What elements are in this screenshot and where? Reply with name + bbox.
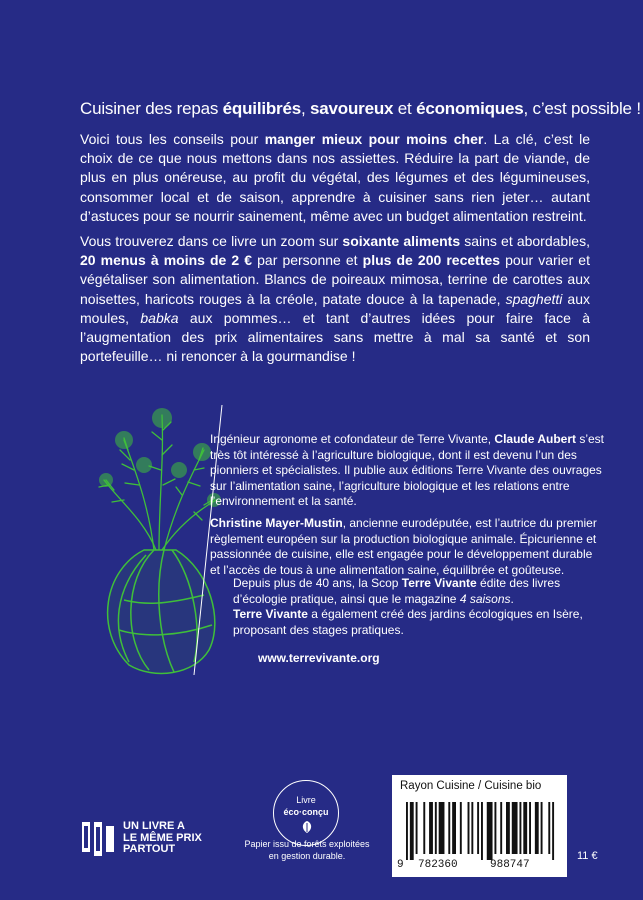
barcode-bar <box>506 802 510 854</box>
bio-text: s’est très tôt intéressé à l’agriculture biologique, dont il est devenu l’un des pionniers et spécialistes. Il publie aux éditions Terre Vivante des ouvrages sur l’alimentation saine, l’agriculture biologique et les relations entre l’environnement et la santé. <box>210 432 604 508</box>
shelf-category: Rayon Cuisine / Cuisine bio <box>400 780 542 792</box>
paragraph-italic: spaghetti <box>505 290 563 307</box>
intro-paragraph <box>80 130 590 226</box>
barcode-bar <box>448 802 450 854</box>
barcode-bar <box>410 802 414 860</box>
headline-text: , c’est possible ! <box>523 99 641 118</box>
headline-text: et <box>393 99 417 118</box>
barcode-bar <box>435 802 437 854</box>
book-logo-icon <box>80 818 118 856</box>
price: 11 € <box>577 850 598 862</box>
headline-emphasis: économiques <box>416 99 524 118</box>
barcode-bar <box>477 802 479 854</box>
barcode-bar <box>548 802 550 854</box>
badge-label: éco·conçu <box>283 807 329 817</box>
barcode-bar <box>552 802 554 860</box>
barcode-bar <box>416 802 418 854</box>
paragraph-text: aux moules, <box>80 290 590 326</box>
headline-text: , <box>300 99 311 118</box>
barcode-bar <box>519 802 521 854</box>
barcode-bar <box>452 802 456 854</box>
bio-text: , ancienne eurodéputée, est l’autrice du premier règlement européen sur la production biologique animale. Épicurienne et passionnée de cuisine, elle est engagée pour le développement durable et l’accès de tous à une alimentation saine, équilibrée et goûteuse. <box>210 516 597 577</box>
publisher-name: Terre Vivante <box>233 607 308 621</box>
barcode-bar <box>500 802 502 854</box>
fixed-price-logo-text <box>123 821 202 856</box>
paragraph-text: Vous trouverez dans ce livre un zoom sur <box>80 233 343 249</box>
isbn-barcode <box>406 802 556 860</box>
barcode-panel <box>392 775 567 877</box>
barcode-bar <box>535 802 539 854</box>
barcode-bar <box>406 802 408 860</box>
leaf-icon <box>300 820 314 834</box>
eco-designed-badge <box>273 780 339 846</box>
logo-line: UN LIVRE A <box>123 820 185 832</box>
bio-text: Ingénieur agronome et cofondateur de Terre Vivante, <box>210 432 495 446</box>
badge-label: Livre <box>296 795 316 805</box>
bio-text: édite des livres d’écologie pratique, ainsi que le magazine <box>233 576 561 606</box>
paper-sustainability-note: Papier issu de forêts exploitées en gestion durable. <box>244 839 370 861</box>
bio-text: . <box>510 591 514 606</box>
bio-text: a également créé des jardins écologiques en Isère, proposant des stages pratiques. <box>233 607 583 637</box>
isbn-group-left: 782360 <box>418 859 458 871</box>
headline <box>80 98 641 120</box>
barcode-bar <box>481 802 483 860</box>
logo-line: PARTOUT <box>123 843 176 855</box>
paragraph-text: pour varier et végétaliser son alimentation. Blancs de poireaux mimosa, terrine de carottes aux noisettes, haricots rouges à la créole, patate douce à la tapenade, <box>80 252 590 307</box>
paragraph-emphasis: manger mieux pour moins cher <box>264 131 484 147</box>
barcode-bar <box>541 802 543 854</box>
isbn-group-right: 988747 <box>490 859 530 871</box>
barcode-bar <box>471 802 473 854</box>
content-paragraph <box>80 232 590 366</box>
barcode-bar <box>487 802 493 860</box>
paragraph-emphasis: plus de 200 recettes <box>362 252 501 269</box>
bio-text: Depuis plus de 40 ans, la Scop <box>233 576 402 590</box>
paragraph-text: par personne et <box>252 252 363 269</box>
barcode-bar <box>494 802 496 854</box>
publisher-bio <box>233 576 613 638</box>
paragraph-text: . La clé, c’est le choix de ce que nous mettons dans nos assiettes. Réduire la part de viande, de plus en plus onéreuse, au profit du végétal, des légumes et des légumineuses, consommer local et de saison, apprendre à cuisiner sans rien jeter… autant d’astuces pour se nourrir sainement, même avec un budget alimentation restreint. <box>80 131 590 224</box>
isbn-first-digit: 9 <box>397 859 404 871</box>
paragraph-text: Voici tous les conseils pour <box>80 131 265 147</box>
author-bio-claude-aubert <box>210 432 610 510</box>
paragraph-emphasis: 20 menus à moins de 2 € <box>80 252 253 269</box>
headline-emphasis: équilibrés <box>222 99 301 118</box>
barcode-bar <box>460 802 462 854</box>
author-name: Claude Aubert <box>494 432 576 446</box>
author-bio-christine-mayer-mustin <box>210 516 600 578</box>
paragraph-text: sains et abordables, <box>460 233 590 249</box>
barcode-bar <box>423 802 425 854</box>
barcode-bar <box>529 802 531 854</box>
logo-line: LE MÊME PRIX <box>123 831 202 844</box>
barcode-bar <box>512 802 518 854</box>
barcode-bar <box>468 802 470 854</box>
paragraph-emphasis: soixante aliments <box>342 233 461 249</box>
barcode-bar <box>439 802 445 854</box>
publisher-name: Terre Vivante <box>401 576 477 590</box>
author-name: Christine Mayer-Mustin <box>210 516 343 530</box>
barcode-bar <box>523 802 527 854</box>
headline-emphasis: savoureux <box>310 99 394 118</box>
barcode-bar <box>429 802 433 854</box>
publisher-website-link[interactable]: www.terrevivante.org <box>258 651 380 665</box>
paragraph-text: aux pommes… et tant d’autres idées pour faire face à l’augmentation des prix alimentaires sans mettre à mal sa santé et son portefeuille… ni renoncer à la gourmandise ! <box>80 309 590 365</box>
headline-text: Cuisiner des repas <box>80 99 223 118</box>
magazine-name: 4 saisons <box>459 591 511 606</box>
paragraph-italic: babka <box>140 309 179 326</box>
